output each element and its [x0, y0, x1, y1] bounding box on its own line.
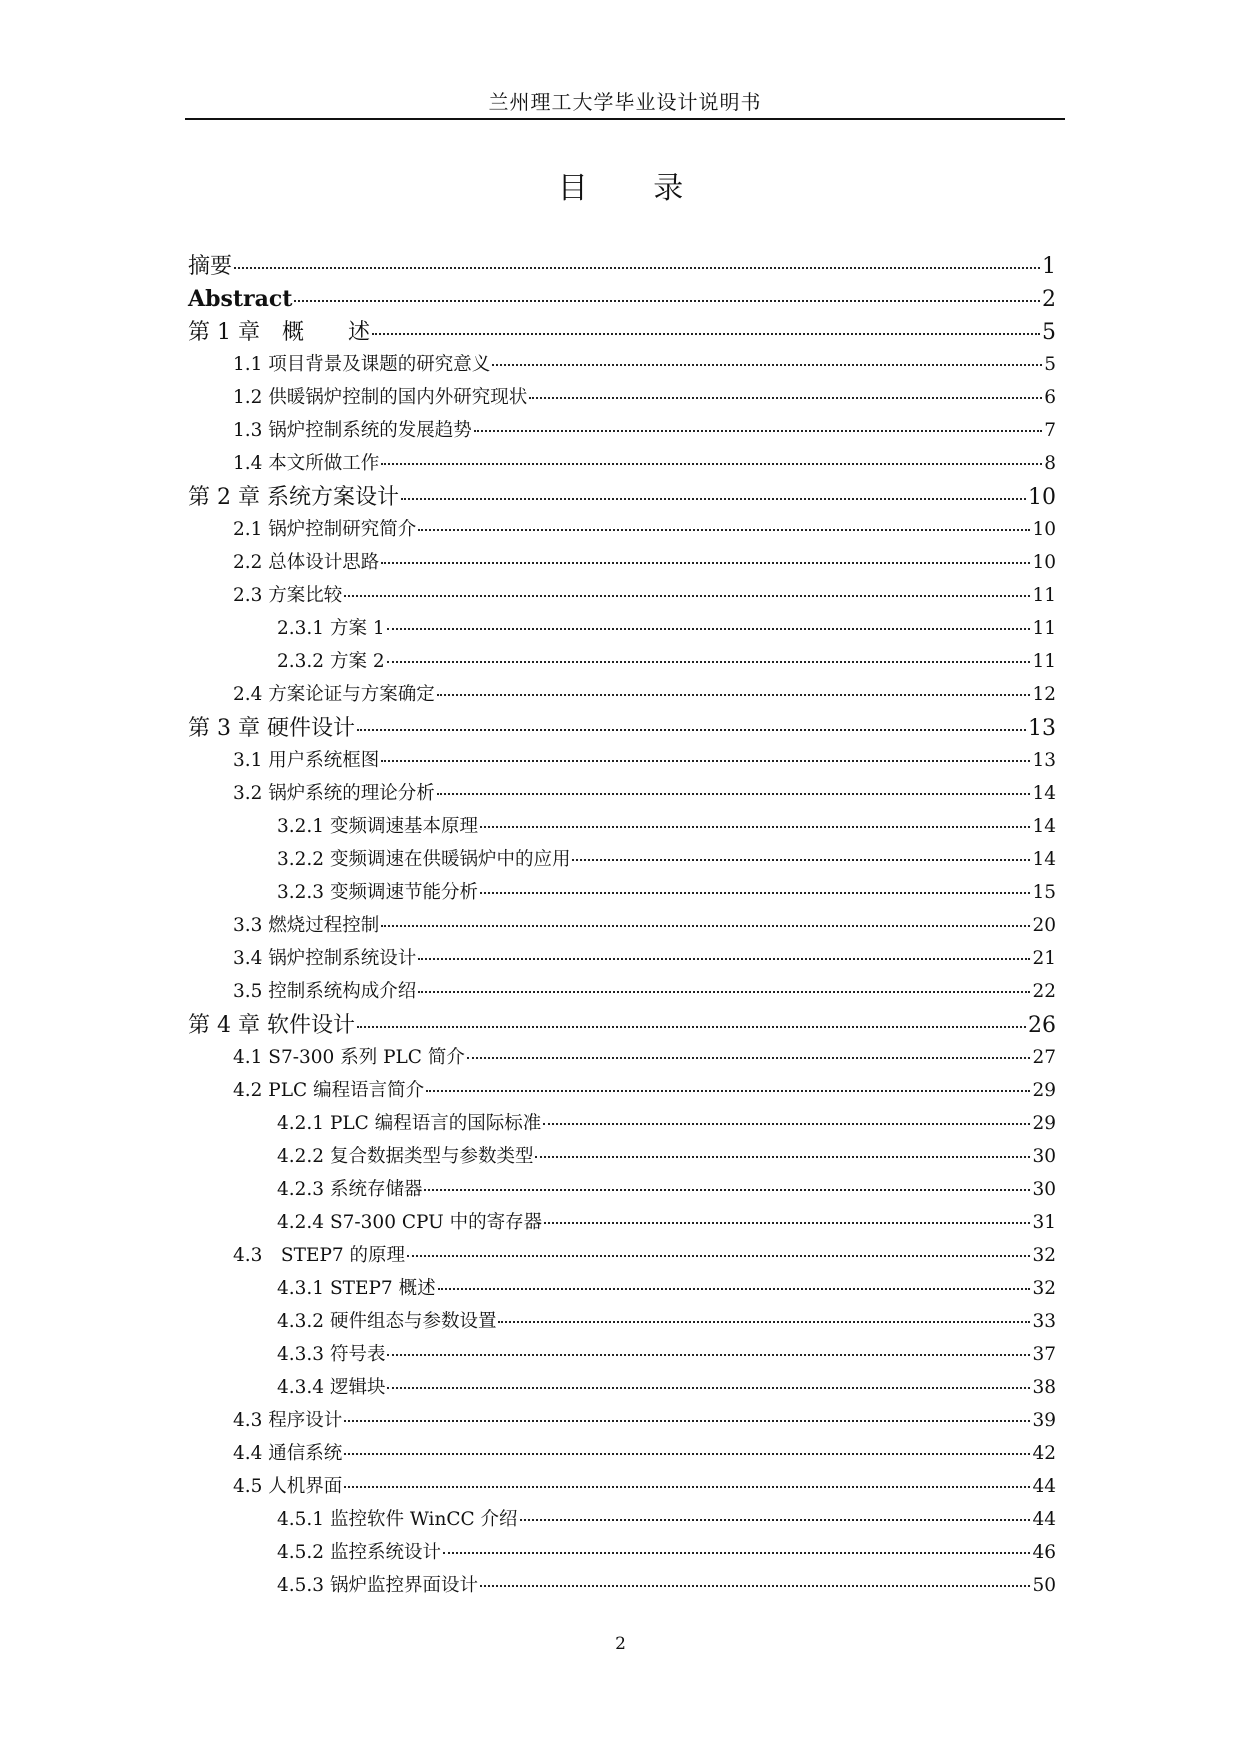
toc-dot-leader [443, 1534, 1030, 1555]
toc-entry-label: 3.2.1 变频调速基本原理 [277, 816, 478, 837]
toc-entry-label: 4.3.4 逻辑块 [277, 1377, 386, 1398]
toc-entry[interactable] [188, 546, 1056, 579]
toc-entry[interactable] [188, 480, 1056, 513]
toc-entry[interactable] [188, 876, 1056, 909]
toc-entry-label: 1.1 项目背景及课题的研究意义 [233, 354, 491, 375]
toc-entry-page: 11 [1032, 651, 1056, 672]
toc-dot-leader [344, 577, 1030, 598]
toc-entry[interactable] [188, 1074, 1056, 1107]
toc-dot-leader [426, 1072, 1030, 1093]
header-divider [185, 118, 1065, 120]
toc-entry[interactable] [188, 1371, 1056, 1404]
toc-entry[interactable] [188, 1338, 1056, 1371]
toc-entry[interactable] [188, 744, 1056, 777]
toc-entry[interactable] [188, 1503, 1056, 1536]
toc-entry-label: 第 4 章 软件设计 [188, 1013, 355, 1038]
toc-dot-leader [234, 245, 1040, 269]
toc-entry-page: 22 [1032, 981, 1056, 1002]
toc-entry-page: 2 [1042, 287, 1056, 312]
toc-dot-leader [467, 1039, 1031, 1060]
toc-entry-page: 50 [1032, 1575, 1056, 1596]
toc-dot-leader [401, 476, 1026, 500]
toc-entry[interactable] [188, 348, 1056, 381]
toc-entry-label: 4.2.2 复合数据类型与参数类型 [277, 1146, 534, 1167]
toc-entry[interactable] [188, 1437, 1056, 1470]
toc-dot-leader [294, 278, 1040, 302]
toc-entry-label: 4.3 程序设计 [233, 1410, 343, 1431]
toc-entry-page: 39 [1032, 1410, 1056, 1431]
toc-entry-page: 5 [1042, 320, 1056, 345]
toc-entry-label: 3.5 控制系统构成介绍 [233, 981, 417, 1002]
toc-dot-leader [543, 1105, 1030, 1126]
toc-entry-page: 8 [1044, 453, 1056, 474]
toc-entry-page: 32 [1032, 1278, 1056, 1299]
toc-entry-page: 27 [1032, 1047, 1056, 1068]
page-number: 2 [615, 1634, 626, 1654]
toc-dot-leader [407, 1237, 1030, 1258]
toc-dot-leader [529, 379, 1042, 400]
toc-entry[interactable] [188, 1173, 1056, 1206]
toc-entry-label: 4.5.2 监控系统设计 [277, 1542, 441, 1563]
toc-entry-label: 4.2.3 系统存储器 [277, 1179, 423, 1200]
toc-entry-label: 4.5.1 监控软件 WinCC 介绍 [277, 1509, 518, 1530]
toc-entry-page: 20 [1032, 915, 1056, 936]
toc-entry-page: 30 [1032, 1146, 1056, 1167]
toc-dot-leader [544, 1204, 1030, 1225]
toc-entry-page: 13 [1032, 750, 1056, 771]
toc-entry-label: 2.3 方案比较 [233, 585, 343, 606]
toc-entry-page: 13 [1028, 716, 1056, 741]
toc-dot-leader [480, 874, 1030, 895]
toc-entry-label: 3.2.2 变频调速在供暖锅炉中的应用 [277, 849, 571, 870]
toc-dot-leader [535, 1138, 1030, 1159]
toc-entry[interactable] [188, 810, 1056, 843]
toc-entry-page: 29 [1032, 1113, 1056, 1134]
toc-entry-page: 14 [1032, 849, 1056, 870]
toc-entry-label: 4.4 通信系统 [233, 1443, 343, 1464]
toc-dot-leader [357, 707, 1026, 731]
toc-entry-label: Abstract [188, 286, 293, 312]
toc-entry-label: 3.3 燃烧过程控制 [233, 915, 380, 936]
toc-entry-label: 2.1 锅炉控制研究简介 [233, 519, 417, 540]
toc-entry[interactable] [188, 711, 1056, 744]
toc-dot-leader [418, 511, 1030, 532]
toc-entry[interactable] [188, 1206, 1056, 1239]
toc-dot-leader [438, 1270, 1031, 1291]
toc-entry-label: 1.4 本文所做工作 [233, 453, 380, 474]
toc-entry-page: 15 [1032, 882, 1056, 903]
toc-entry-label: 2.3.2 方案 2 [277, 651, 385, 672]
toc-entry-label: 4.3.1 STEP7 概述 [277, 1278, 436, 1299]
toc-dot-leader [372, 311, 1040, 335]
toc-dot-leader [344, 1468, 1030, 1489]
toc-entry[interactable] [188, 513, 1056, 546]
toc-entry[interactable] [188, 777, 1056, 810]
toc-dot-leader [437, 676, 1031, 697]
toc-entry-page: 6 [1044, 387, 1056, 408]
toc-entry-label: 4.5.3 锅炉监控界面设计 [277, 1575, 478, 1596]
toc-entry-page: 37 [1032, 1344, 1056, 1365]
toc-entry-label: 2.4 方案论证与方案确定 [233, 684, 435, 705]
toc-dot-leader [387, 1336, 1030, 1357]
toc-dot-leader [344, 1435, 1030, 1456]
toc-dot-leader [381, 907, 1030, 928]
toc-entry-label: 3.2 锅炉系统的理论分析 [233, 783, 435, 804]
toc-dot-leader [387, 643, 1031, 664]
toc-entry[interactable] [188, 1470, 1056, 1503]
toc-dot-leader [480, 808, 1030, 829]
toc-dot-leader [520, 1501, 1031, 1522]
toc-entry[interactable] [188, 1008, 1056, 1041]
toc-entry-label: 4.1 S7-300 系列 PLC 简介 [233, 1047, 465, 1068]
toc-entry[interactable] [188, 381, 1056, 414]
toc-dot-leader [418, 940, 1030, 961]
toc-entry-label: 4.3.2 硬件组态与参数设置 [277, 1311, 497, 1332]
toc-entry-page: 44 [1032, 1476, 1056, 1497]
toc-entry-page: 1 [1042, 254, 1056, 279]
toc-entry[interactable] [188, 612, 1056, 645]
toc-entry-page: 30 [1032, 1179, 1056, 1200]
toc-dot-leader [381, 445, 1042, 466]
toc-entry[interactable] [188, 843, 1056, 876]
toc-entry-label: 摘要 [188, 254, 233, 279]
toc-entry-page: 31 [1032, 1212, 1056, 1233]
toc-dot-leader [492, 346, 1042, 367]
toc-entry[interactable] [188, 909, 1056, 942]
toc-entry[interactable] [188, 1569, 1056, 1602]
toc-entry[interactable] [188, 414, 1056, 447]
toc-entry[interactable] [188, 1305, 1056, 1338]
toc-dot-leader [381, 742, 1030, 763]
toc-entry-page: 26 [1028, 1013, 1056, 1038]
toc-entry-page: 12 [1032, 684, 1056, 705]
toc-entry-label: 4.2.1 PLC 编程语言的国际标准 [277, 1113, 542, 1134]
toc-entry-label: 第 3 章 硬件设计 [188, 716, 355, 741]
toc-entry[interactable] [188, 1107, 1056, 1140]
toc-entry-page: 14 [1032, 783, 1056, 804]
toc-entry-label: 3.4 锅炉控制系统设计 [233, 948, 417, 969]
toc-dot-leader [437, 775, 1031, 796]
table-of-contents [188, 249, 1056, 1602]
toc-dot-leader [424, 1171, 1030, 1192]
toc-dot-leader [357, 1004, 1026, 1028]
toc-entry-label: 4.5 人机界面 [233, 1476, 343, 1497]
toc-dot-leader [387, 1369, 1030, 1390]
toc-entry-page: 29 [1032, 1080, 1056, 1101]
toc-entry-label: 4.2 PLC 编程语言简介 [233, 1080, 425, 1101]
toc-entry-label: 2.2 总体设计思路 [233, 552, 380, 573]
toc-entry-page: 44 [1032, 1509, 1056, 1530]
toc-entry[interactable] [188, 1272, 1056, 1305]
toc-entry-page: 10 [1032, 552, 1056, 573]
toc-entry-page: 7 [1044, 420, 1056, 441]
toc-entry-page: 33 [1032, 1311, 1056, 1332]
toc-entry-page: 11 [1032, 618, 1056, 639]
toc-entry-label: 3.2.3 变频调速节能分析 [277, 882, 478, 903]
toc-entry-label: 2.3.1 方案 1 [277, 618, 385, 639]
toc-title: 目 录 [557, 171, 712, 206]
toc-entry[interactable] [188, 645, 1056, 678]
toc-entry-page: 21 [1032, 948, 1056, 969]
toc-entry-label: 3.1 用户系统框图 [233, 750, 380, 771]
toc-entry[interactable] [188, 1140, 1056, 1173]
toc-entry-label: 4.2.4 S7-300 CPU 中的寄存器 [277, 1212, 543, 1233]
toc-entry-label: 4.3 STEP7 的原理 [233, 1245, 406, 1266]
toc-entry-label: 第 2 章 系统方案设计 [188, 485, 399, 510]
toc-dot-leader [480, 1567, 1030, 1588]
page-header: 兰州理工大学毕业设计说明书 [488, 90, 762, 114]
toc-entry[interactable] [188, 1041, 1056, 1074]
toc-entry-page: 10 [1028, 485, 1056, 510]
toc-entry-label: 4.3.3 符号表 [277, 1344, 386, 1365]
toc-dot-leader [498, 1303, 1030, 1324]
toc-entry-page: 5 [1044, 354, 1056, 375]
toc-dot-leader [474, 412, 1042, 433]
toc-entry-label: 1.2 供暖锅炉控制的国内外研究现状 [233, 387, 528, 408]
toc-entry-label: 1.3 锅炉控制系统的发展趋势 [233, 420, 472, 441]
toc-entry[interactable] [188, 579, 1056, 612]
toc-entry[interactable] [188, 1404, 1056, 1437]
toc-entry-page: 11 [1032, 585, 1056, 606]
toc-dot-leader [344, 1402, 1030, 1423]
toc-entry-page: 38 [1032, 1377, 1056, 1398]
toc-entry-page: 32 [1032, 1245, 1056, 1266]
toc-entry[interactable] [188, 1536, 1056, 1569]
toc-dot-leader [572, 841, 1030, 862]
toc-entry-page: 10 [1032, 519, 1056, 540]
toc-entry[interactable] [188, 1239, 1056, 1272]
toc-entry-page: 42 [1032, 1443, 1056, 1464]
toc-dot-leader [418, 973, 1030, 994]
toc-dot-leader [381, 544, 1030, 565]
toc-dot-leader [387, 610, 1031, 631]
toc-entry-page: 46 [1032, 1542, 1056, 1563]
toc-entry-page: 14 [1032, 816, 1056, 837]
toc-entry-label: 第 1 章 概 述 [188, 320, 370, 345]
toc-entry[interactable] [188, 315, 1056, 348]
toc-entry[interactable] [188, 942, 1056, 975]
